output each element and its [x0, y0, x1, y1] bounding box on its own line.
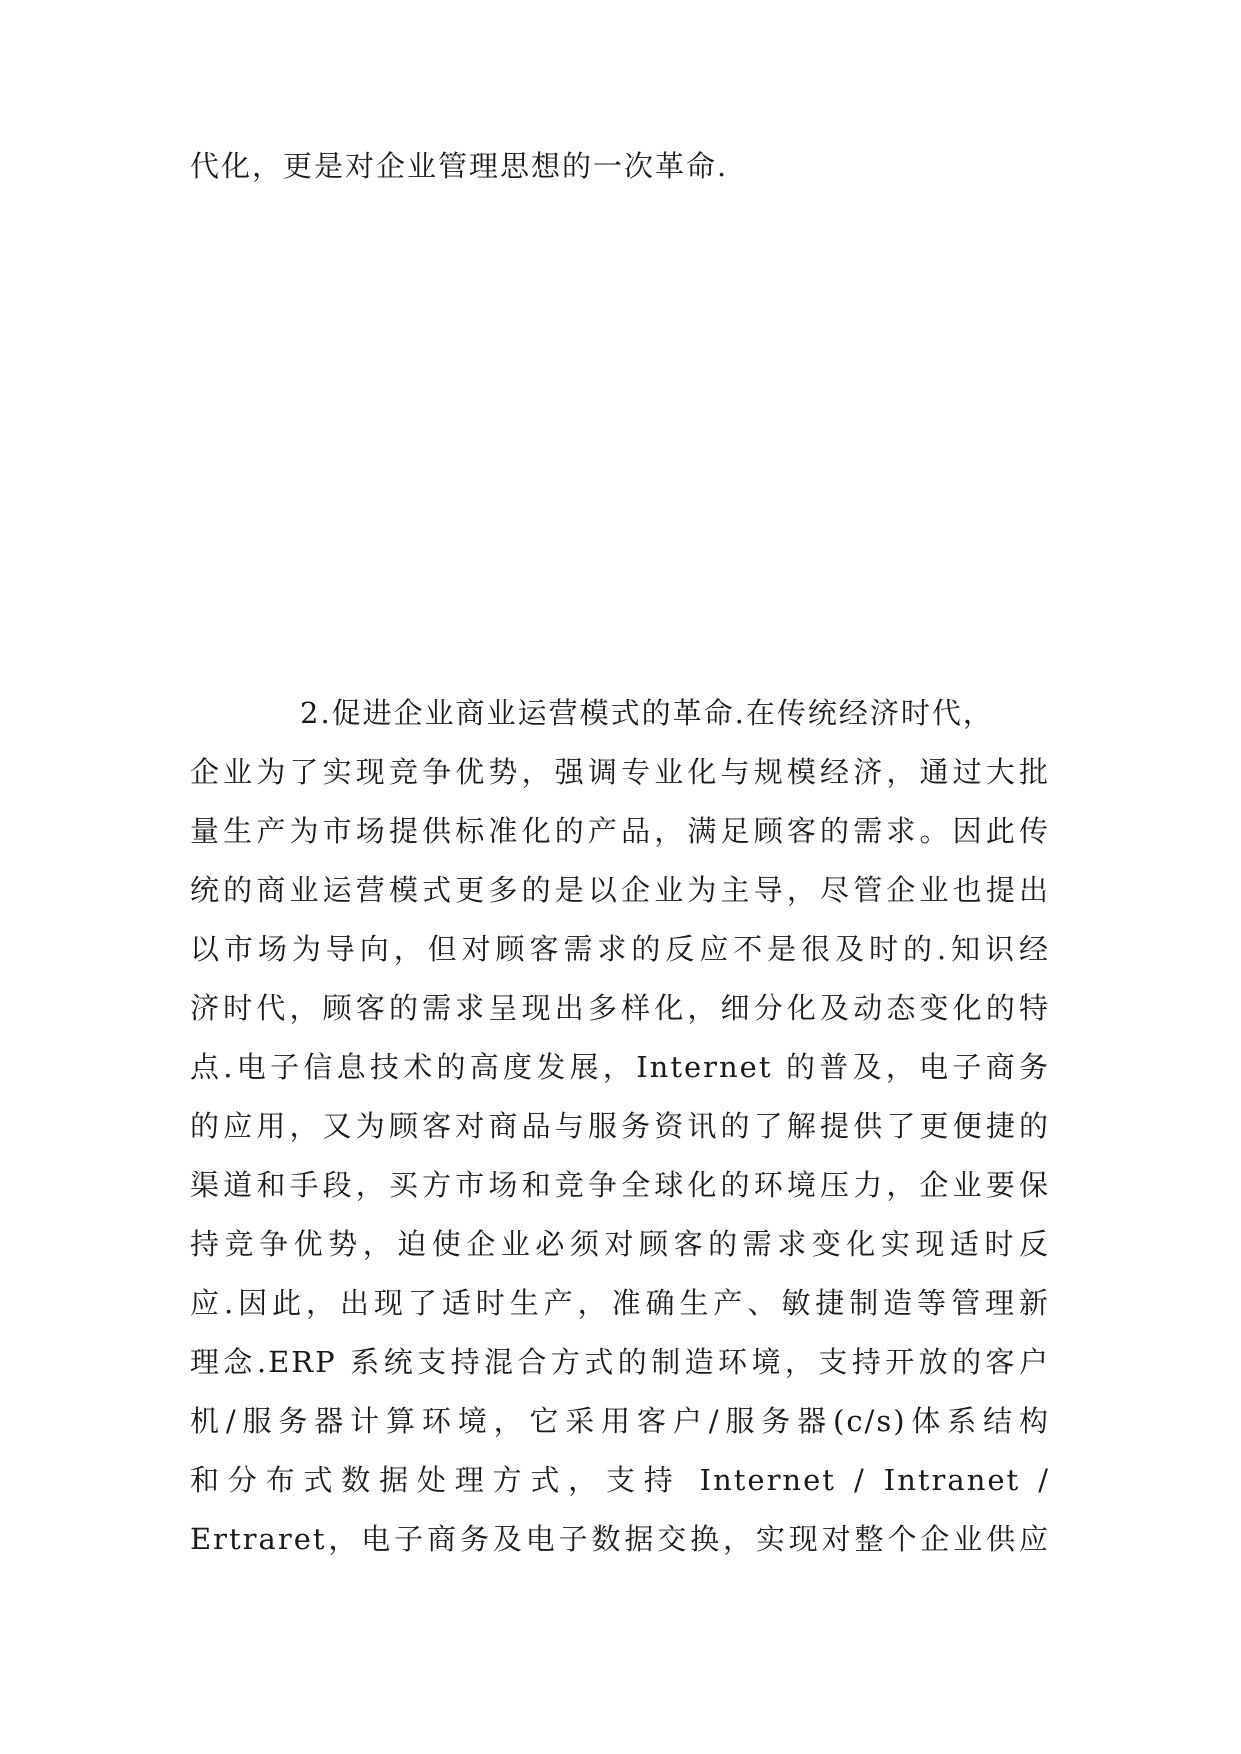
paragraph-line-11: 应.因此，出现了适时生产，准确生产、敏捷制造等管理新: [190, 1286, 1050, 1320]
paragraph-line-1: 2.促进企业商业运营模式的革命.在传统经济时代，: [300, 696, 994, 730]
paragraph-line-4: 统的商业运营模式更多的是以企业为主导，尽管企业也提出: [190, 873, 1050, 907]
paragraph-line-8: 的应用，又为顾客对商品与服务资讯的了解提供了更便捷的: [190, 1109, 1050, 1143]
paragraph-line-12: 理念.ERP 系统支持混合方式的制造环境，支持开放的客户: [190, 1345, 1050, 1379]
top-fragment: 代化，更是对企业管理思想的一次革命.: [190, 149, 729, 183]
paragraph-line-7: 点.电子信息技术的高度发展，Internet 的普及，电子商务: [190, 1050, 1050, 1084]
paragraph-line-10: 持竞争优势，迫使企业必须对顾客的需求变化实现适时反: [190, 1227, 1050, 1261]
paragraph-line-13: 机/服务器计算环境，它采用客户/服务器(c/s)体系结构: [190, 1404, 1050, 1438]
paragraph-line-2: 企业为了实现竞争优势，强调专业化与规模经济，通过大批: [190, 755, 1050, 789]
paragraph-line-14: 和分布式数据处理方式，支持 Internet / Intranet /: [190, 1463, 1050, 1497]
paragraph-line-9: 渠道和手段，买方市场和竞争全球化的环境压力，企业要保: [190, 1168, 1050, 1202]
paragraph-line-15: Ertraret，电子商务及电子数据交换，实现对整个企业供应: [190, 1522, 1050, 1556]
paragraph-line-5: 以市场为导向，但对顾客需求的反应不是很及时的.知识经: [190, 932, 1050, 966]
paragraph-line-6: 济时代，顾客的需求呈现出多样化，细分化及动态变化的特: [190, 991, 1050, 1025]
paragraph-line-3: 量生产为市场提供标准化的产品，满足顾客的需求。因此传: [190, 814, 1050, 848]
